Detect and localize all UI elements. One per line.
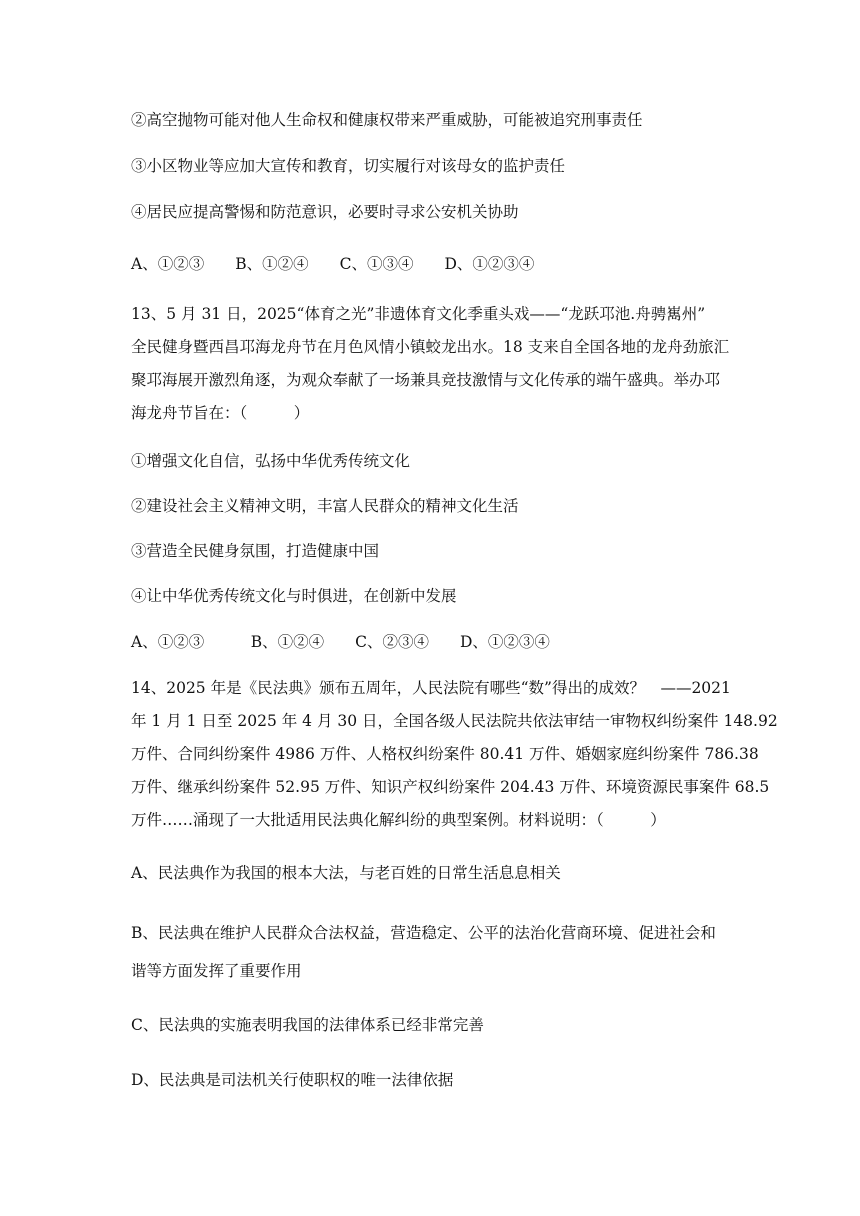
q14-stem-line: 万件、继承纠纷案件 52.95 万件、知识产权纠纷案件 204.43 万件、环境资源民事案件 68.5 (131, 778, 770, 796)
q13-stem-line: 全民健身暨西昌邛海龙舟节在月色风情小镇蛟龙出水。18 支来自全国各地的龙舟劲旅汇 (131, 338, 730, 356)
q14-stem-line: 年 1 月 1 日至 2025 年 4 月 30 日，全国各级人民法院共依法审结一审物权纠纷案件 148.92 (131, 712, 778, 730)
q14-option-a: A、民法典作为我国的根本大法，与老百姓的日常生活息息相关 (131, 864, 561, 882)
q12-item-3: ③小区物业等应加大宣传和教育，切实履行对该母女的监护责任 (131, 157, 566, 175)
q13-item-1: ①增强文化自信，弘扬中华优秀传统文化 (131, 452, 411, 470)
q14-option-c: C、民法典的实施表明我国的法律体系已经非常完善 (131, 1016, 484, 1034)
q14-option-b-line: B、民法典在维护人民群众合法权益，营造稳定、公平的法治化营商环境、促进社会和 (131, 924, 716, 942)
q13-stem-line: 海龙舟节旨在：（ ） (131, 404, 310, 422)
q13-item-2: ②建设社会主义精神文明，丰富人民群众的精神文化生活 (131, 497, 519, 515)
q12-item-4: ④居民应提高警惕和防范意识，必要时寻求公安机关协助 (131, 203, 519, 221)
q13-stem-line: 13、5 月 31 日，2025“体育之光”非遗体育文化季重头戏——“龙跃邛池.舟骋嶲州” (131, 305, 706, 323)
q13-item-4: ④让中华优秀传统文化与时俱进，在创新中发展 (131, 587, 457, 605)
q13-item-3: ③营造全民健身氛围，打造健康中国 (131, 542, 380, 560)
q14-stem-line: 万件、合同纠纷案件 4986 万件、人格权纠纷案件 80.41 万件、婚姻家庭纠纷案件 786.38 (131, 745, 759, 763)
q14-stem-line: 14、2025 年是《民法典》颁布五周年，人民法院有哪些“数”得出的成效？ ——2021 (131, 679, 731, 697)
q14-stem-line: 万件……涌现了一大批适用民法典化解纠纷的典型案例。材料说明：（ ） (131, 811, 666, 829)
q13-options: A、①②③ B、①②④ C、②③④ D、①②③④ (131, 633, 550, 651)
q12-options: A、①②③ B、①②④ C、①③④ D、①②③④ (131, 255, 535, 273)
q13-stem-line: 聚邛海展开激烈角逐，为观众奉献了一场兼具竞技激情与文化传承的端午盛典。举办邛 (131, 371, 721, 389)
q14-option-b-line: 谐等方面发挥了重要作用 (131, 962, 302, 980)
q12-item-2: ②高空抛物可能对他人生命权和健康权带来严重威胁，可能被追究刑事责任 (131, 111, 643, 129)
q14-option-d: D、民法典是司法机关行使职权的唯一法律依据 (131, 1071, 454, 1089)
